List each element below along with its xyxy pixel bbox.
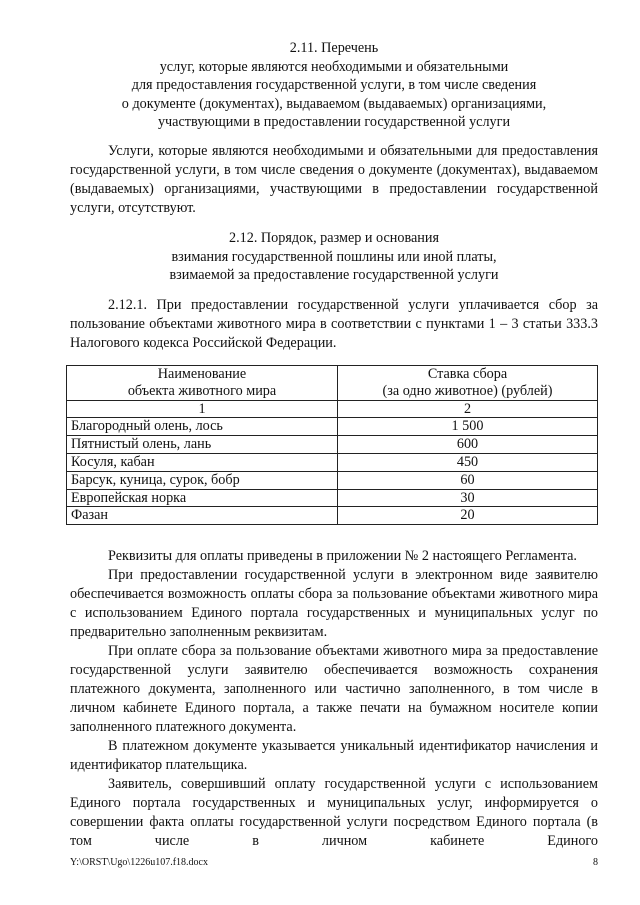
animal-name: Европейская норка	[67, 489, 338, 507]
table-row	[67, 489, 598, 507]
section-2-11-heading	[70, 39, 598, 132]
table-row	[67, 453, 598, 471]
column-number: 1	[67, 400, 338, 418]
body-paragraph: 2.12.1. При предоставлении государственной услуги уплачивается сбор за пользование объектами животного мира в соответствии с пунктами 1 – 3 статьи 333.3 Налогового кодекса Российской Федерации.	[70, 297, 598, 351]
table-row	[67, 418, 598, 436]
heading-line: 2.11. Перечень	[289, 40, 379, 56]
column-number: 2	[338, 400, 598, 418]
body-paragraph: При предоставлении государственной услуги в электронном виде заявителю обеспечивается возможность оплаты сбора за пользование объектами животного мира с использованием Единого портала государственных и муниципальных услуг по предварительно заполненным реквизитам.	[70, 567, 598, 640]
heading-line: взимания государственной пошлины или иной платы,	[171, 248, 497, 265]
header-line: Наименование	[157, 366, 247, 382]
heading-line: взимаемой за предоставление государственной услуги	[169, 267, 499, 283]
section-2-11-body	[70, 142, 598, 218]
section-2-12-1-intro	[70, 296, 598, 353]
fee-rate: 1 500	[338, 418, 598, 436]
header-line: объекта животного мира	[127, 382, 277, 399]
header-line: Ставка сбора	[427, 366, 508, 382]
heading-line: участвующими в предоставлении государственной услуги	[157, 114, 511, 130]
heading-line: 2.12. Порядок, размер и основания	[229, 230, 439, 246]
fee-rate: 20	[338, 507, 598, 525]
column-header-rate	[338, 366, 598, 401]
table-column-number-row	[67, 400, 598, 418]
heading-line: о документе (документах), выдаваемом (выдаваемых) организациями,	[121, 95, 547, 112]
fee-rate: 60	[338, 471, 598, 489]
animal-name: Пятнистый олень, лань	[67, 436, 338, 454]
fee-rate: 30	[338, 489, 598, 507]
header-line: (за одно животное) (рублей)	[382, 382, 553, 399]
body-paragraph: В платежном документе указывается уникальный идентификатор начисления и идентификатор плательщика.	[70, 738, 598, 773]
fee-rate: 450	[338, 453, 598, 471]
animal-name: Благородный олень, лось	[67, 418, 338, 436]
animal-name: Фазан	[67, 507, 338, 525]
table-row	[67, 471, 598, 489]
table-header-row	[67, 366, 598, 401]
body-paragraph: Заявитель, совершивший оплату государственной услуги с использованием Единого портала государственных и муниципальных услуг, информируется о совершении факта оплаты государственной услуги посредством Единого портала (в том числе в личном кабинете Единого	[70, 776, 598, 849]
body-paragraph: Реквизиты для оплаты приведены в приложении № 2 настоящего Регламента.	[108, 548, 577, 564]
fee-rate-table	[66, 365, 598, 525]
heading-line: услуг, которые являются необходимыми и обязательными	[159, 58, 509, 75]
heading-line: для предоставления государственной услуги, в том числе сведения	[131, 77, 537, 93]
payment-paragraphs	[70, 547, 598, 851]
body-paragraph: Услуги, которые являются необходимыми и обязательными для предоставления государственной услуги, в том числе сведения о документе (документах), выдаваемом (выдаваемых) организациями, участвующими в предоставлении государственной услуги, отсутствуют.	[70, 143, 598, 216]
table-row	[67, 436, 598, 454]
column-header-object	[67, 366, 338, 401]
body-paragraph: При оплате сбора за пользование объектами животного мира за предоставление государственной услуги заявителю обеспечивается возможность сохранения платежного документа, заполненного или частично заполненного, в том числе в личном кабинете Единого портала, а также печати на бумажном носителе копии заполненного платежного документа.	[70, 643, 598, 735]
footer-page-number: 8	[593, 857, 598, 868]
section-2-12-heading	[70, 229, 598, 285]
fee-rate: 600	[338, 436, 598, 454]
animal-name: Барсук, куница, сурок, бобр	[67, 471, 338, 489]
footer-file-path: Y:\ORST\Ugo\1226u107.f18.docx	[70, 857, 208, 868]
animal-name: Косуля, кабан	[67, 453, 338, 471]
table-row	[67, 507, 598, 525]
